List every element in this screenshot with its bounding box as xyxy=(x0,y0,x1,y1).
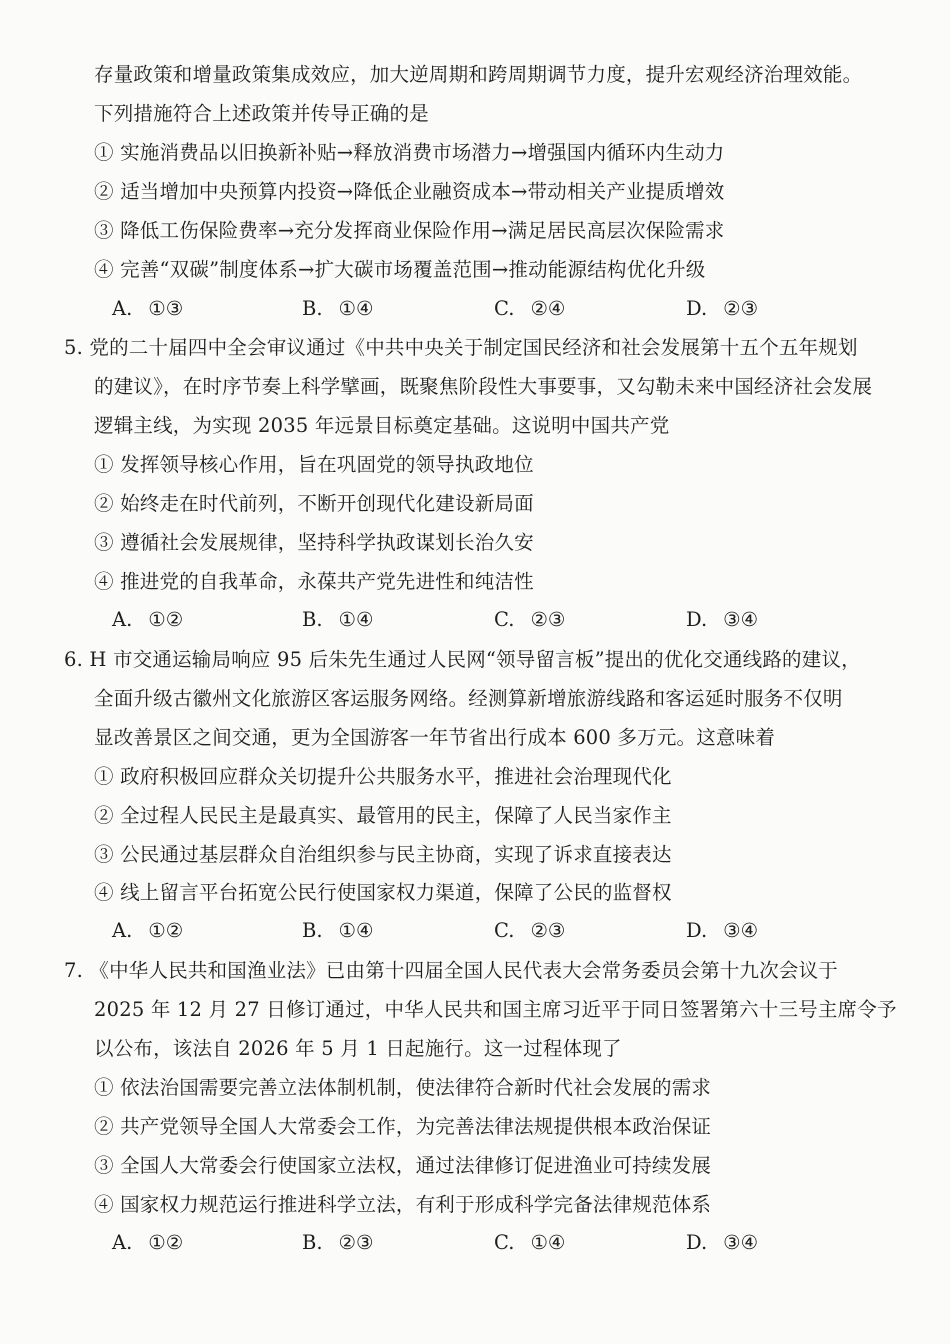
q5-choice-b xyxy=(302,607,374,633)
q6-choices xyxy=(0,918,950,944)
intro-option-3: ③ 降低工伤保险费率→充分发挥商业保险作用→满足居民高层次保险需求 xyxy=(94,219,725,242)
choice-key: A. xyxy=(112,297,133,320)
q7-stem-line-2: 2025 年 12 月 27 日修订通过，中华人民共和国主席习近平于同日签署第六十三号主席令予 xyxy=(94,998,897,1021)
choice-value: ①② xyxy=(148,608,184,631)
intro-line-2: 下列措施符合上述政策并传导正确的是 xyxy=(94,102,429,125)
intro-choice-a xyxy=(112,296,183,322)
intro-option-2: ② 适当增加中央预算内投资→降低企业融资成本→带动相关产业提质增效 xyxy=(94,180,725,203)
q7-choice-a xyxy=(112,1230,183,1256)
choice-value: ②③ xyxy=(530,608,566,631)
q7-choice-b xyxy=(302,1230,374,1256)
q6-choice-d xyxy=(686,918,758,944)
choice-key: B. xyxy=(302,608,323,631)
q7-option-3: ③ 全国人大常委会行使国家立法权，通过法律修订促进渔业可持续发展 xyxy=(94,1154,712,1177)
q5-choice-d xyxy=(686,607,758,633)
q5-choices xyxy=(0,607,950,633)
choice-key: A. xyxy=(112,919,133,942)
choice-value: ③④ xyxy=(723,1231,759,1254)
q6-stem-line-2: 全面升级古徽州文化旅游区客运服务网络。经测算新增旅游线路和客运延时服务不仅明 xyxy=(94,687,843,710)
q6-stem-line-1: 6. H 市交通运输局响应 95 后朱先生通过人民网“领导留言板”提出的优化交通线路的建议， xyxy=(64,648,861,671)
q7-choices xyxy=(0,1230,950,1256)
choice-value: ①④ xyxy=(338,608,374,631)
q7-option-1: ① 依法治国需要完善立法体制机制，使法律符合新时代社会发展的需求 xyxy=(94,1076,712,1099)
choice-key: A. xyxy=(112,1231,133,1254)
q6-choice-a xyxy=(112,918,183,944)
choice-value: ③④ xyxy=(723,919,759,942)
choice-value: ②③ xyxy=(723,297,759,320)
intro-option-4: ④ 完善“双碳”制度体系→扩大碳市场覆盖范围→推动能源结构优化升级 xyxy=(94,258,706,281)
choice-key: A. xyxy=(112,608,133,631)
choice-value: ②③ xyxy=(338,1231,374,1254)
q5-stem-line-2: 的建议》，在时序节奏上科学擘画，既聚焦阶段性大事要事，又勾勒未来中国经济社会发展 xyxy=(94,375,873,398)
q6-option-4: ④ 线上留言平台拓宽公民行使国家权力渠道，保障了公民的监督权 xyxy=(94,881,672,904)
choice-key: C. xyxy=(494,608,515,631)
intro-option-1: ① 实施消费品以旧换新补贴→释放消费市场潜力→增强国内循环内生动力 xyxy=(94,141,725,164)
choice-key: D. xyxy=(686,1231,708,1254)
q7-option-2: ② 共产党领导全国人大常委会工作，为完善法律法规提供根本政治保证 xyxy=(94,1115,712,1138)
choice-value: ①③ xyxy=(148,297,184,320)
choice-value: ②③ xyxy=(530,919,566,942)
q7-option-4: ④ 国家权力规范运行推进科学立法，有利于形成科学完备法律规范体系 xyxy=(94,1193,712,1216)
intro-choice-d xyxy=(686,296,758,322)
choice-value: ①④ xyxy=(338,297,374,320)
q6-option-3: ③ 公民通过基层群众自治组织参与民主协商，实现了诉求直接表达 xyxy=(94,843,672,866)
q6-choice-b xyxy=(302,918,374,944)
choice-value: ①② xyxy=(148,1231,184,1254)
intro-choices xyxy=(0,296,950,322)
q5-choice-c xyxy=(494,607,565,633)
q6-choice-c xyxy=(494,918,565,944)
choice-key: C. xyxy=(494,1231,515,1254)
q6-option-2: ② 全过程人民民主是最真实、最管用的民主，保障了人民当家作主 xyxy=(94,804,672,827)
q7-stem-line-3: 以公布，该法自 2026 年 5 月 1 日起施行。这一过程体现了 xyxy=(94,1037,622,1060)
q7-choice-c xyxy=(494,1230,565,1256)
q5-option-4: ④ 推进党的自我革命，永葆共产党先进性和纯洁性 xyxy=(94,570,534,593)
choice-key: D. xyxy=(686,919,708,942)
q5-stem-line-1: 5. 党的二十届四中全会审议通过《中共中央关于制定国民经济和社会发展第十五个五年规划 xyxy=(64,336,858,359)
intro-choice-c xyxy=(494,296,565,322)
choice-value: ①④ xyxy=(530,1231,566,1254)
q6-stem-line-3: 显改善景区之间交通，更为全国游客一年节省出行成本 600 多万元。这意味着 xyxy=(94,726,776,749)
q6-option-1: ① 政府积极回应群众关切提升公共服务水平，推进社会治理现代化 xyxy=(94,765,672,788)
choice-value: ③④ xyxy=(723,608,759,631)
choice-value: ①② xyxy=(148,919,184,942)
choice-key: C. xyxy=(494,919,515,942)
q7-choice-d xyxy=(686,1230,758,1256)
choice-key: B. xyxy=(302,919,323,942)
choice-value: ②④ xyxy=(530,297,566,320)
q5-option-2: ② 始终走在时代前列，不断开创现代化建设新局面 xyxy=(94,492,534,515)
choice-key: D. xyxy=(686,297,708,320)
q5-option-3: ③ 遵循社会发展规律，坚持科学执政谋划长治久安 xyxy=(94,531,534,554)
q7-stem-line-1: 7. 《中华人民共和国渔业法》已由第十四届全国人民代表大会常务委员会第十九次会议于 xyxy=(64,959,839,982)
q5-choice-a xyxy=(112,607,183,633)
intro-line-1: 存量政策和增量政策集成效应，加大逆周期和跨周期调节力度，提升宏观经济治理效能。 xyxy=(94,63,863,86)
choice-key: C. xyxy=(494,297,515,320)
q5-stem-line-3: 逻辑主线，为实现 2035 年远景目标奠定基础。这说明中国共产党 xyxy=(94,414,670,437)
choice-key: B. xyxy=(302,297,323,320)
choice-key: B. xyxy=(302,1231,323,1254)
intro-choice-b xyxy=(302,296,374,322)
q5-option-1: ① 发挥领导核心作用，旨在巩固党的领导执政地位 xyxy=(94,453,534,476)
choice-value: ①④ xyxy=(338,919,374,942)
choice-key: D. xyxy=(686,608,708,631)
